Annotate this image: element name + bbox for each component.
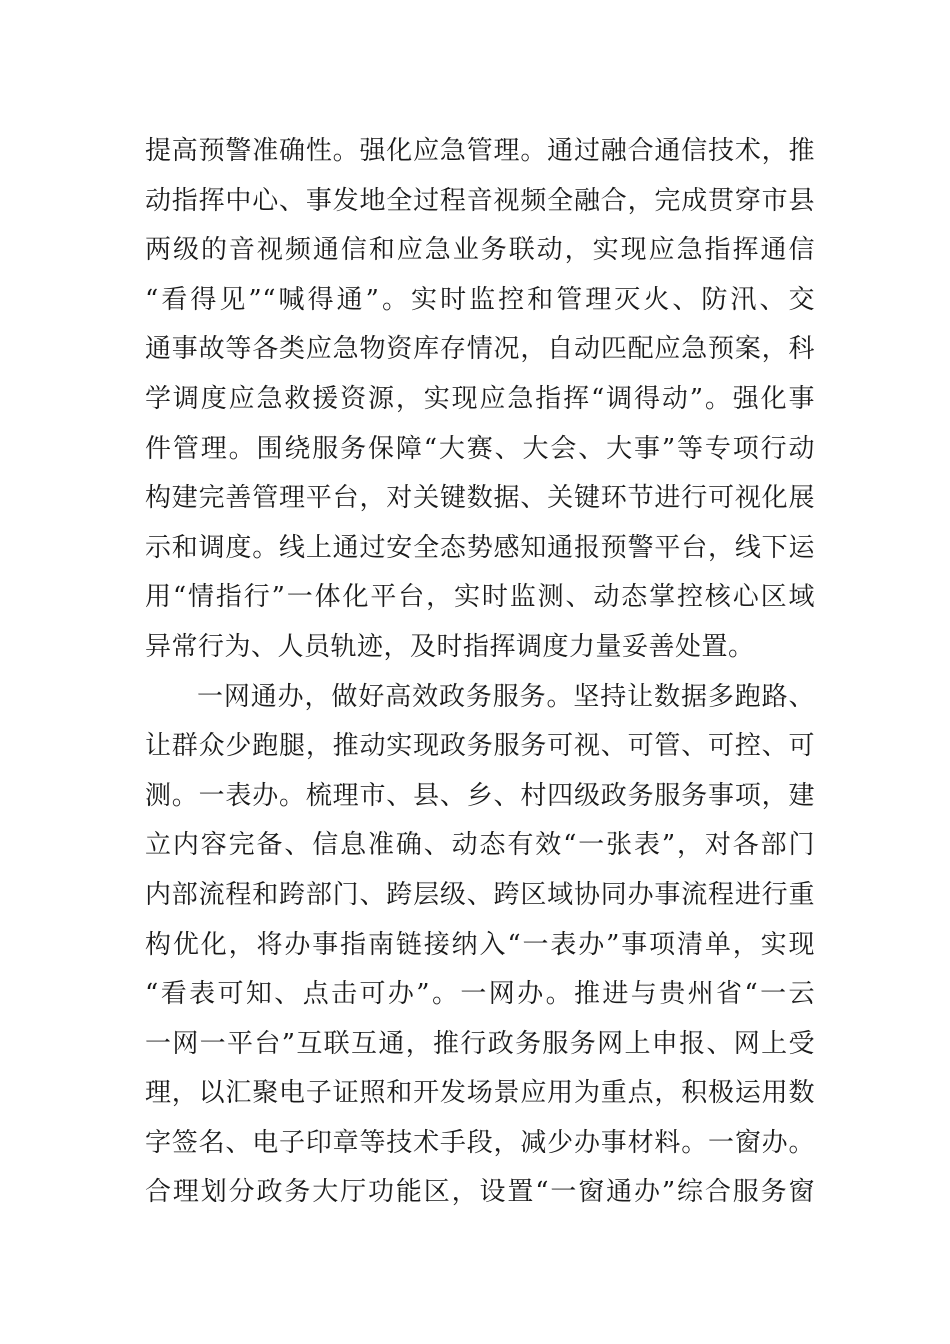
text-line: 动指挥中心、事发地全过程音视频全融合，完成贯穿市县: [145, 185, 815, 216]
text-line: “看表可知、点击可办”。一网办。推进与贵州省“一云: [145, 979, 815, 1010]
text-line: 通事故等各类应急物资库存情况，自动匹配应急预案，科: [145, 334, 815, 365]
text-line: 构建完善管理平台，对关键数据、关键环节进行可视化展: [145, 483, 815, 514]
text-line: 一网一平台”互联互通，推行政务服务网上申报、网上受: [145, 1028, 815, 1059]
text-line: 让群众少跑腿，推动实现政务服务可视、可管、可控、可: [145, 731, 815, 762]
text-line: 示和调度。线上通过安全态势感知通报预警平台，线下运: [145, 532, 815, 563]
text-line: 字签名、电子印章等技术手段，减少办事材料。一窗办。: [145, 1127, 815, 1158]
text-line: 学调度应急救援资源，实现应急指挥“调得动”。强化事: [145, 383, 815, 414]
paragraph-start-line: 一网通办，做好高效政务服务。坚持让数据多跑路、: [197, 681, 815, 712]
text-line: “看得见”“喊得通”。实时监控和管理灭火、防汛、交: [145, 284, 815, 315]
text-line: 构优化，将办事指南链接纳入“一表办”事项清单，实现: [145, 929, 815, 960]
text-line: 合理划分政务大厅功能区，设置“一窗通办”综合服务窗: [145, 1177, 815, 1208]
paragraph-end-line: 异常行为、人员轨迹，及时指挥调度力量妥善处置。: [145, 631, 755, 662]
text-line: 提高预警准确性。强化应急管理。通过融合通信技术，推: [145, 136, 815, 166]
text-line: 内部流程和跨部门、跨层级、跨区域协同办事流程进行重: [145, 879, 815, 910]
text-line: 理，以汇聚电子证照和开发场景应用为重点，积极运用数: [145, 1078, 815, 1109]
text-line: 两级的音视频通信和应急业务联动，实现应急指挥通信: [145, 235, 815, 266]
text-line: 件管理。围绕服务保障“大赛、大会、大事”等专项行动: [145, 433, 815, 464]
text-line: 测。一表办。梳理市、县、乡、村四级政务服务事项，建: [145, 780, 815, 811]
text-line: 用“情指行”一体化平台，实时监测、动态掌控核心区域: [145, 582, 815, 613]
text-line: 立内容完备、信息准确、动态有效“一张表”，对各部门: [145, 830, 815, 861]
body-text: [145, 127, 815, 1218]
